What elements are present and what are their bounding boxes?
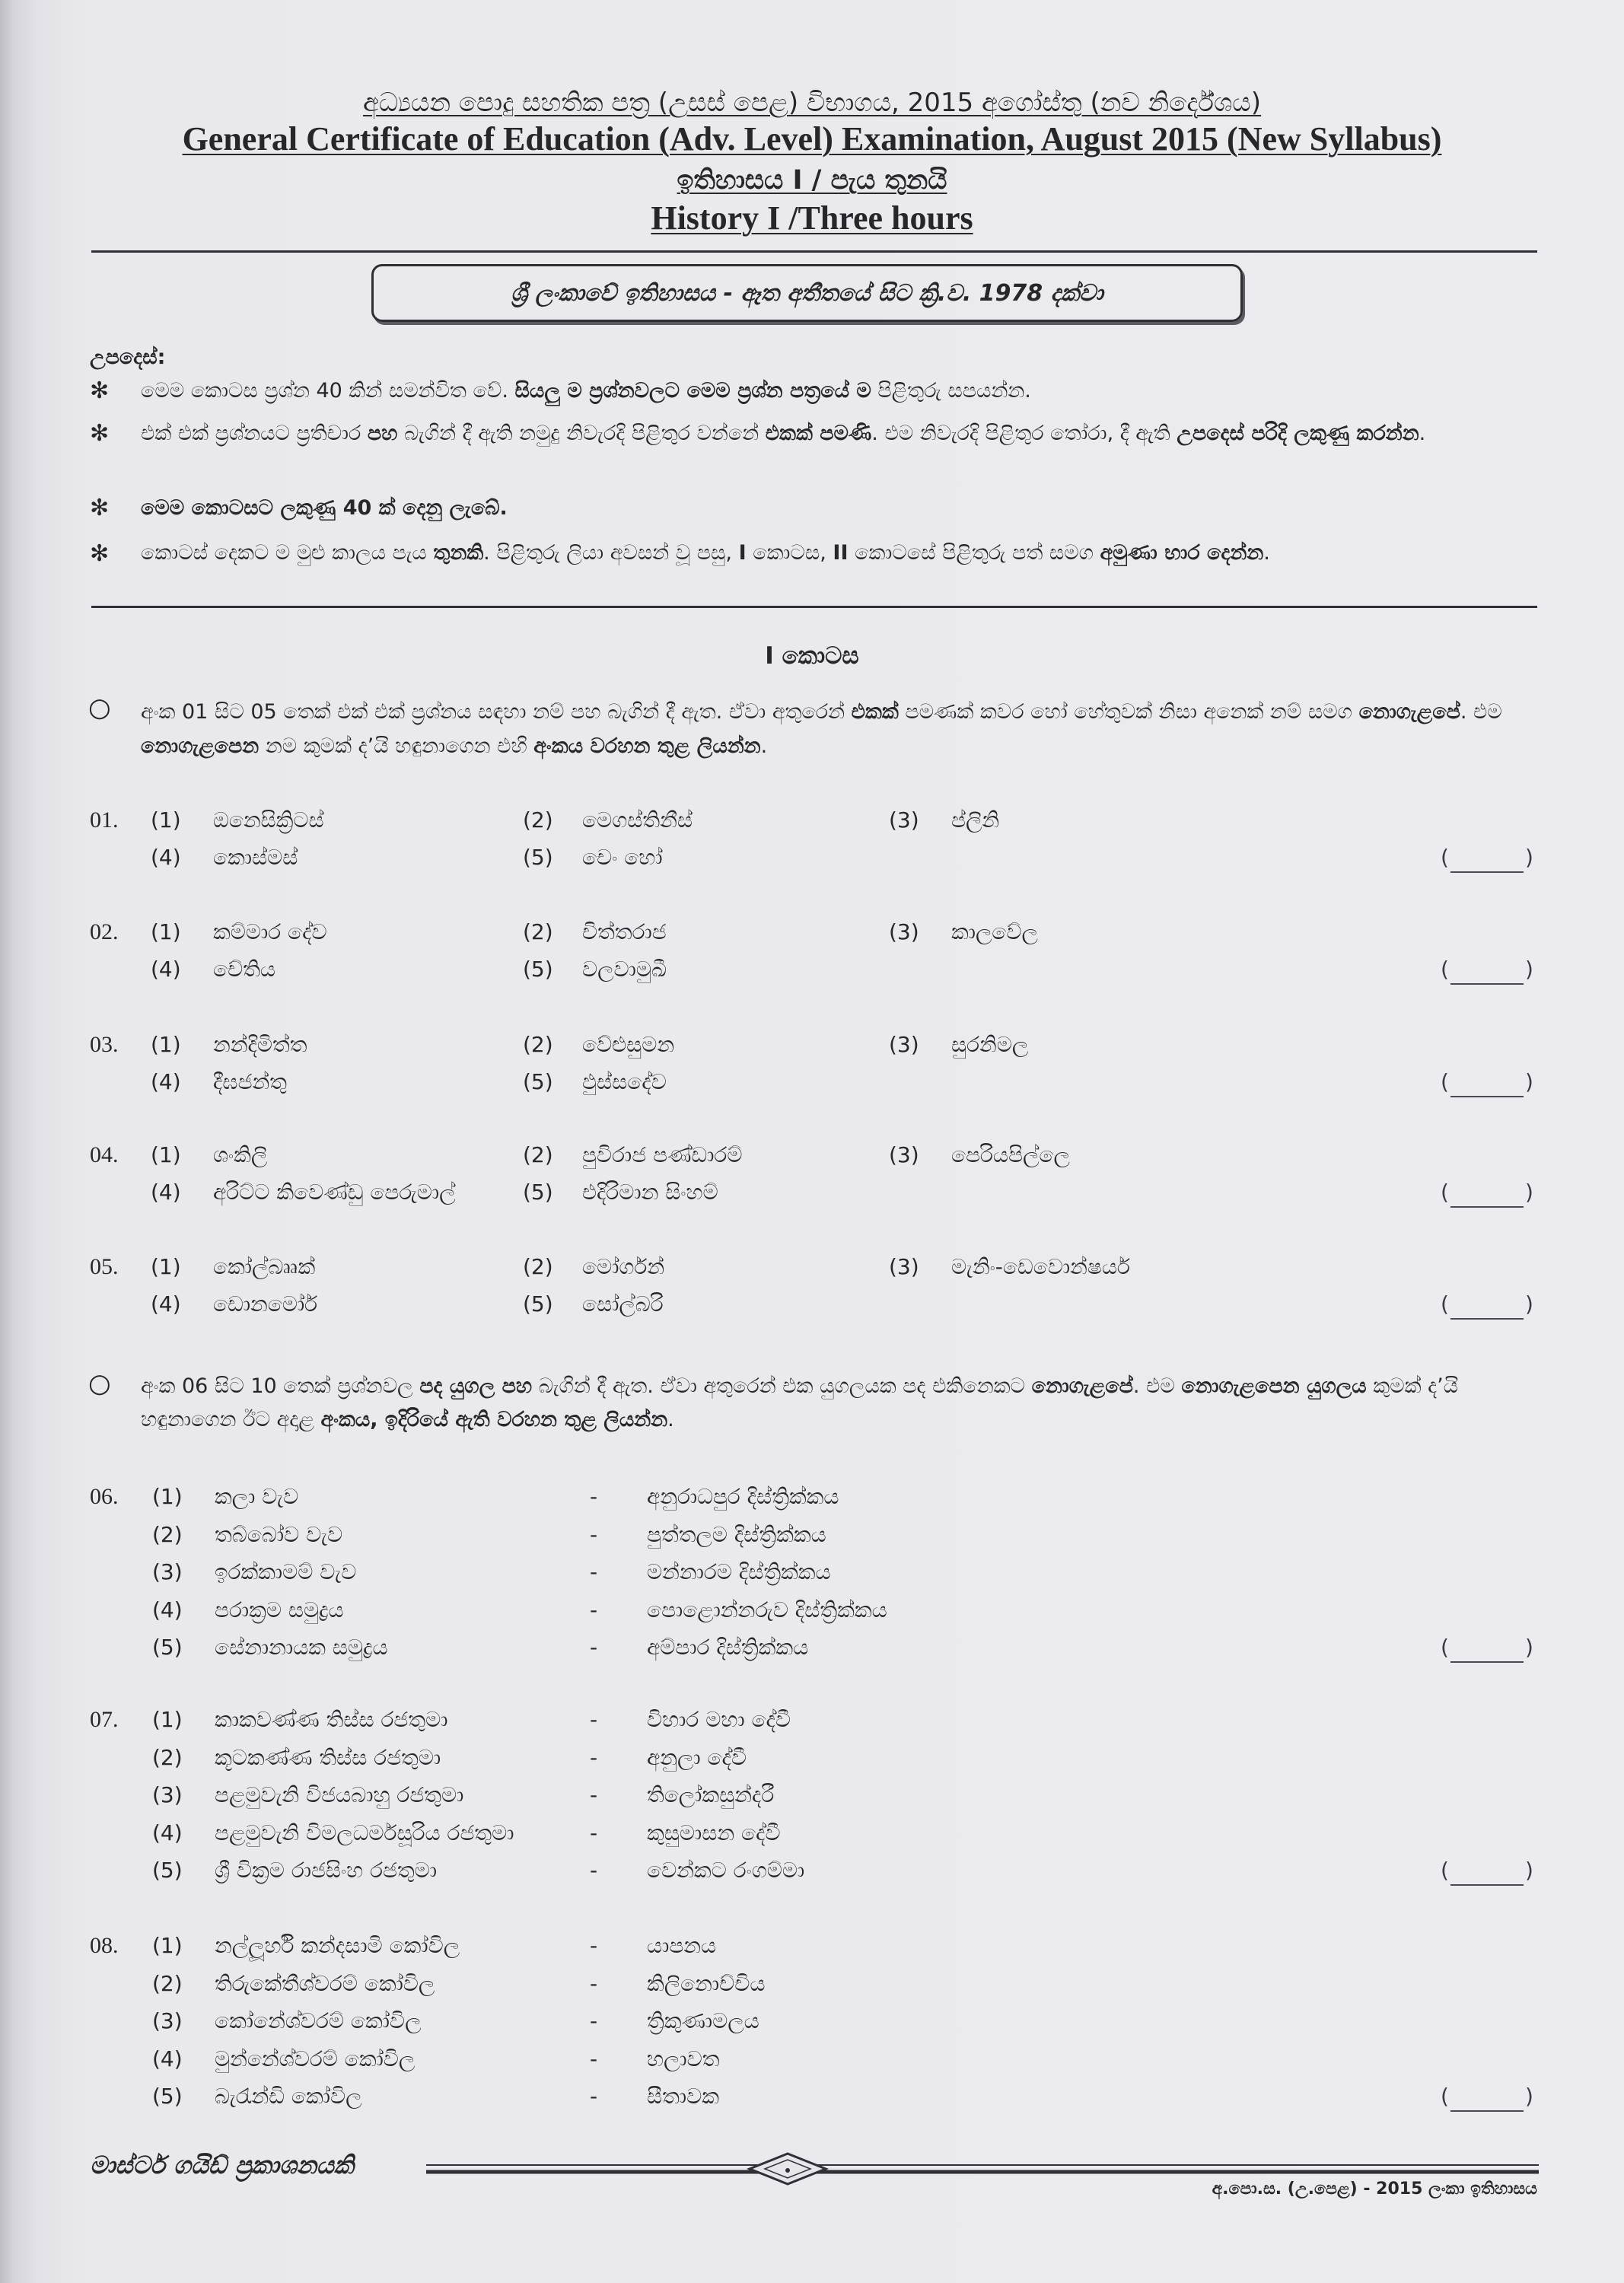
pair-left: නල්ලූර්හි කන්දසාමි කෝවිල [215,1933,460,1958]
option-text: චේතිය [213,957,276,982]
pair-right: අනුරාධපුර දිස්ත්‍රික්කය [647,1484,839,1509]
text-segment: නම කුමක් ද’යි හඳුනාගෙන එහි [259,734,534,758]
question-number: 04. [90,1142,119,1167]
option-label: (1) [151,1032,181,1057]
subject-sinhala-line [0,163,1624,198]
header-rule [91,250,1537,253]
option-text: ඩොනමෝර් [213,1291,318,1317]
answer-blank-line [1450,1866,1524,1886]
pair-separator: - [590,2046,598,2071]
pair-separator: - [590,1597,598,1622]
pair-right: කිලිනොච්චිය [647,1971,766,1996]
option-label: (2) [523,919,553,944]
instruction-text [141,494,1537,523]
option-label: (2) [152,1522,183,1547]
bracket-close: ) [1524,957,1533,982]
pair-left: මුන්නේශ්වරම් කෝවිල [215,2046,416,2071]
bold-text-segment: උපදෙස් පරිදි ලකුණු කරන්න [1177,422,1419,445]
answer-bracket [1441,1177,1533,1208]
option-label: (2) [523,1254,553,1279]
pair-right: අම්පාර දිස්ත්‍රික්කය [647,1635,809,1660]
answer-blank-line [1450,1188,1524,1208]
pair-left: ශ්‍රී වික්‍රම රාජසිංහ රජතුමා [215,1858,438,1883]
section-instruction [141,695,1537,763]
option-label: (3) [889,1142,919,1167]
pair-left: කෝනේශ්වරම් කෝවිල [215,2008,422,2033]
pair-left: කාකවණ්ණ තිස්ස රජතුමා [215,1707,448,1732]
bold-text-segment: නොගැළපෙන යුගලය [1181,1374,1367,1398]
pair-right: පුත්තලම දිස්ත්‍රික්කය [647,1522,826,1547]
option-label: (4) [151,1069,181,1094]
text-segment: කොටස් දෙකට ම මුළු කාලය පැය [141,541,434,565]
subject-sinhala: ඉතිහාසය I / පැය තුනයි [677,165,947,196]
text-segment: බැගින් දී ඇති නමුදු නිවැරදි පිළිතුර වන්නේ [397,422,766,445]
option-label: (3) [889,1032,919,1057]
text-segment: . එම [1132,1374,1182,1398]
pair-separator: - [590,2008,598,2033]
exam-header [0,86,1624,119]
answer-blank-line [1450,965,1524,985]
pair-right: වෙන්කට රංගම්මා [647,1858,805,1883]
text-segment: මෙම කොටස ප්‍රශ්න 40 කින් සමන්විත වේ. [141,379,515,403]
option-text: මෙගස්තිනීස් [582,807,693,833]
question-block [0,1482,1624,1664]
pair-left: ඉරක්කාමම් වැව [215,1559,357,1584]
text-segment: එක් එක් ප්‍රශ්නයට ප්‍රතිචාර [141,422,368,445]
text-segment: කුමක් ද’යි හඳුනාගෙන ඊට අදාළ [141,1374,1459,1431]
circle-bullet-icon: ○ [88,693,111,723]
question-number: 07. [90,1707,119,1732]
title-english: General Certificate of Education (Adv. Level) Examination, August 2015 (New Syllabus) [182,120,1442,158]
pair-right: සීතාවක [647,2084,719,2109]
text-segment: . පිළිතුරු ලියා අවසන් වූ පසු, [483,541,739,565]
pair-right: මන්නාරම දිස්ත්‍රික්කය [647,1559,831,1584]
option-text: කෝල්බෲක් [213,1254,316,1279]
option-label: (2) [152,1971,183,1996]
text-segment: . එම [1460,700,1502,724]
option-label: (2) [523,1032,553,1057]
pair-left: පරාක්‍රම සමුද්‍රය [215,1597,344,1622]
bracket-open: ( [1441,1180,1449,1205]
option-label: (5) [152,1858,183,1883]
option-label: (1) [151,1142,181,1167]
bracket-open: ( [1441,1858,1449,1883]
bracket-open: ( [1441,957,1449,982]
title-english-line [0,120,1624,158]
star-bullet-icon: ✻ [90,377,110,404]
pair-separator: - [590,2084,598,2109]
pair-separator: - [590,1559,598,1584]
pair-right: පොළොන්නරුව දිස්ත්‍රික්කය [647,1597,887,1622]
option-label: (3) [889,919,919,944]
option-label: (1) [152,1707,183,1732]
option-label: (3) [889,807,919,833]
star-bullet-icon: ✻ [90,540,110,567]
instructions-heading: උපදෙස්: [90,345,166,369]
pair-right: තිලෝකසුන්දරී [647,1782,775,1807]
option-text: චිත්තරාජ [582,919,667,944]
option-label: (4) [151,957,181,982]
pair-right: කුසුමාසන දේවී [647,1820,781,1845]
topic-text: ශ්‍රී ලංකාවේ ඉතිහාසය - ඈත අතීතයේ සිට ක්‍රි.ව. 1978 දක්වා [511,279,1103,307]
answer-bracket [1441,1289,1533,1320]
option-text: වේළුසුමන [582,1032,675,1057]
pair-separator: - [590,1522,598,1547]
option-label: (1) [152,1933,183,1958]
option-text: කාලවේල [951,919,1038,944]
pair-separator: - [590,1745,598,1770]
option-label: (2) [523,807,553,833]
bracket-close: ) [1524,1069,1533,1094]
bold-text-segment: පද යුගල පහ [419,1374,533,1398]
pair-left: තබ්බෝව වැව [215,1522,343,1547]
subject-english-line [0,199,1624,237]
option-label: (5) [523,1180,553,1205]
section-instruction [141,1370,1537,1437]
text-segment: . [1263,541,1270,565]
text-segment: . [1419,422,1426,445]
bracket-open: ( [1441,845,1449,870]
pair-right: යාපනය [647,1933,717,1958]
answer-bracket [1441,842,1533,873]
pair-right: විහාර මහා දේවී [647,1707,791,1732]
bracket-open: ( [1441,1069,1449,1094]
option-text: ප්ලිනි [951,807,1000,833]
option-text: ඵුස්සදේව [582,1069,667,1094]
bold-text-segment: නොගැළපේ [1358,700,1460,724]
option-label: (3) [889,1254,919,1279]
circle-bullet-icon: ○ [88,1368,111,1399]
bracket-close: ) [1524,2084,1533,2109]
bold-text-segment: අමුණා භාර දෙන්න [1100,541,1264,565]
pair-left: සේනානායක සමුද්‍රය [215,1635,388,1660]
topic-box [371,264,1243,322]
text-segment: . එම නිවැරදි පිළිතුර තෝරා, දී ඇති [871,422,1177,445]
option-label: (4) [152,1597,183,1622]
pair-separator: - [590,1782,598,1807]
bold-text-segment: I [738,541,747,565]
option-label: (5) [523,957,553,982]
option-label: (4) [151,1291,181,1317]
option-text: අරිට්ට කිවෙණ්ඩු පෙරුමාල් [213,1180,456,1205]
answer-blank-line [1450,1300,1524,1320]
instruction-text [141,540,1537,567]
bold-text-segment: II [833,541,849,565]
option-text: මෝර්ගන් [582,1254,665,1279]
text-segment: පමණක් කවර හෝ හේතුවක් නිසා අනෙක් නම් සමග [898,700,1359,724]
bold-text-segment: නොගැළපෙන [141,734,260,758]
bold-text-segment: අංකය, ඉදිරියේ ඇති වරහන තුළ ලියන්න [320,1408,668,1431]
bold-text-segment: මෙම කොටසට ලකුණු 40 ක් දෙනු ලැබේ. [141,496,508,520]
pair-left: කූටකණ්ණ තිස්ස රජතුමා [215,1745,441,1770]
answer-bracket [1441,954,1533,985]
question-number: 01. [90,807,119,833]
pair-separator: - [590,1971,598,1996]
option-label: (3) [152,1782,183,1807]
instruction-text [141,419,1537,448]
option-text: දීඝජන්තු [213,1069,287,1094]
option-label: (5) [152,1635,183,1660]
bold-text-segment: පහ [367,422,398,445]
option-label: (2) [152,1745,183,1770]
answer-bracket [1441,1855,1533,1886]
star-bullet-icon: ✻ [90,420,110,447]
option-text: මැනිං-ඩෙවොන්ෂයර් [951,1254,1130,1279]
option-label: (1) [151,807,181,833]
text-segment: . [760,734,768,758]
question-number: 03. [90,1032,119,1057]
pair-separator: - [590,1707,598,1732]
answer-blank-line [1450,1643,1524,1663]
instruction-text [141,377,1537,406]
pair-left: පළමුවැනි විජයබාහු රජතුමා [215,1782,464,1807]
option-text: කොස්මස් [213,845,298,870]
publisher-name: මාස්ටර් ගයිඩ් ප්‍රකාශනයකි [90,2151,354,2180]
option-text: පෙරියපිල්ලෙ [951,1142,1070,1167]
option-text: වලවාමුඛී [582,957,667,982]
option-label: (4) [151,845,181,870]
bracket-close: ) [1524,1858,1533,1883]
text-segment: අංක 01 සිට 05 තෙක් එක් එක් ප්‍රශ්නය සඳහා නම් පහ බැගින් දී ඇත. ඒවා අතුරෙන් [141,700,852,724]
paper-reference: අ.පො.ස. (උ.පෙළ) - 2015 ලංකා ඉතිහාසය [1212,2180,1537,2199]
pair-left: තිරුකේතීශ්වරම් කෝවිල [215,1971,435,1996]
pair-separator: - [590,1858,598,1883]
option-label: (3) [152,2008,183,2033]
option-text: එදිරිමාන සිංහම් [582,1180,718,1205]
pair-left: බැරැන්ඩි කෝවිල [215,2084,362,2109]
bracket-open: ( [1441,1291,1449,1317]
bracket-close: ) [1524,1635,1533,1660]
pair-separator: - [590,1635,598,1660]
bracket-close: ) [1524,845,1533,870]
option-label: (5) [523,1291,553,1317]
answer-blank-line [1450,853,1524,873]
star-bullet-icon: ✻ [90,495,110,521]
bracket-open: ( [1441,1635,1449,1660]
pair-right: ත්‍රිකුණාමලය [647,2008,759,2033]
answer-bracket [1441,1067,1533,1097]
answer-blank-line [1450,1078,1524,1097]
question-number: 02. [90,919,119,944]
ornament-dot [785,2168,790,2173]
pair-separator: - [590,1820,598,1845]
part-title: I කොටස [765,642,859,670]
pair-right: හලාවත [647,2046,720,2071]
subject-english: History I /Three hours [651,199,973,237]
text-segment: පිළිතුරු සපයන්න. [871,379,1031,403]
pair-separator: - [590,1484,598,1509]
text-segment: කොටස, [746,541,833,565]
option-label: (4) [152,2046,183,2071]
bold-text-segment: එකක් [851,700,899,724]
title-sinhala: අධ්‍යයන පොදු සහතික පත්‍ර (උසස් පෙළ) විභාගය, 2015 අගෝස්තු (නව නිර්දේශය) [362,88,1261,118]
text-segment: කොටසේ පිළිතුරු පත් සමග [848,541,1100,565]
pair-left: පළමුවැනි විමලධර්මසූරිය රජතුමා [215,1820,514,1845]
option-label: (5) [523,845,553,870]
option-label: (1) [151,919,181,944]
answer-bracket [1441,2081,1533,2112]
option-label: (4) [152,1820,183,1845]
text-segment: . [667,1408,674,1431]
option-text: සුරනිමල [951,1032,1029,1057]
pair-left: කලා වැව [215,1484,299,1509]
option-label: (5) [152,2084,183,2109]
option-text: කම්මාර දේව [213,919,327,944]
text-segment: බැගින් දී ඇත. ඒවා අතුරෙන් එක යුගලයක පද එකිනෙකට [532,1374,1032,1398]
option-text: ශංකිලි [213,1142,268,1167]
bold-text-segment: නොගැළපේ [1031,1374,1133,1398]
question-number: 08. [90,1933,119,1958]
option-label: (1) [152,1484,183,1509]
bracket-close: ) [1524,1291,1533,1317]
question-block [0,1931,1624,2113]
option-text: පුවිරාජ පණ්ඩාරම් [582,1142,743,1167]
bracket-open: ( [1441,2084,1449,2109]
answer-bracket [1441,1632,1533,1663]
question-block [0,1705,1624,1887]
bold-text-segment: සියලු ම ප්‍රශ්නවලට මෙම ප්‍රශ්න පත්‍රයේ ම [514,379,871,403]
answer-blank-line [1450,2092,1524,2112]
option-label: (3) [152,1559,183,1584]
bold-text-segment: අංකය වරහන තුළ ලියන්න [533,734,761,758]
option-text: ඔනෙසික්‍රිටස් [213,807,324,833]
option-text: නන්දිමිත්ත [213,1032,307,1057]
option-text: චෙං හෝ [582,845,663,870]
bold-text-segment: තුනකි [433,541,484,565]
option-label: (4) [151,1180,181,1205]
section-rule [91,606,1537,608]
bracket-close: ) [1524,1180,1533,1205]
option-text: සෝල්බරි [582,1291,664,1317]
pair-separator: - [590,1933,598,1958]
pair-right: අනුලා දේවී [647,1745,747,1770]
question-number: 05. [90,1254,119,1279]
option-label: (2) [523,1142,553,1167]
option-label: (5) [523,1069,553,1094]
question-number: 06. [90,1484,119,1509]
option-label: (1) [151,1254,181,1279]
bold-text-segment: එකක් පමණි [765,422,872,445]
text-segment: අංක 06 සිට 10 තෙක් ප්‍රශ්නවල [141,1374,420,1398]
